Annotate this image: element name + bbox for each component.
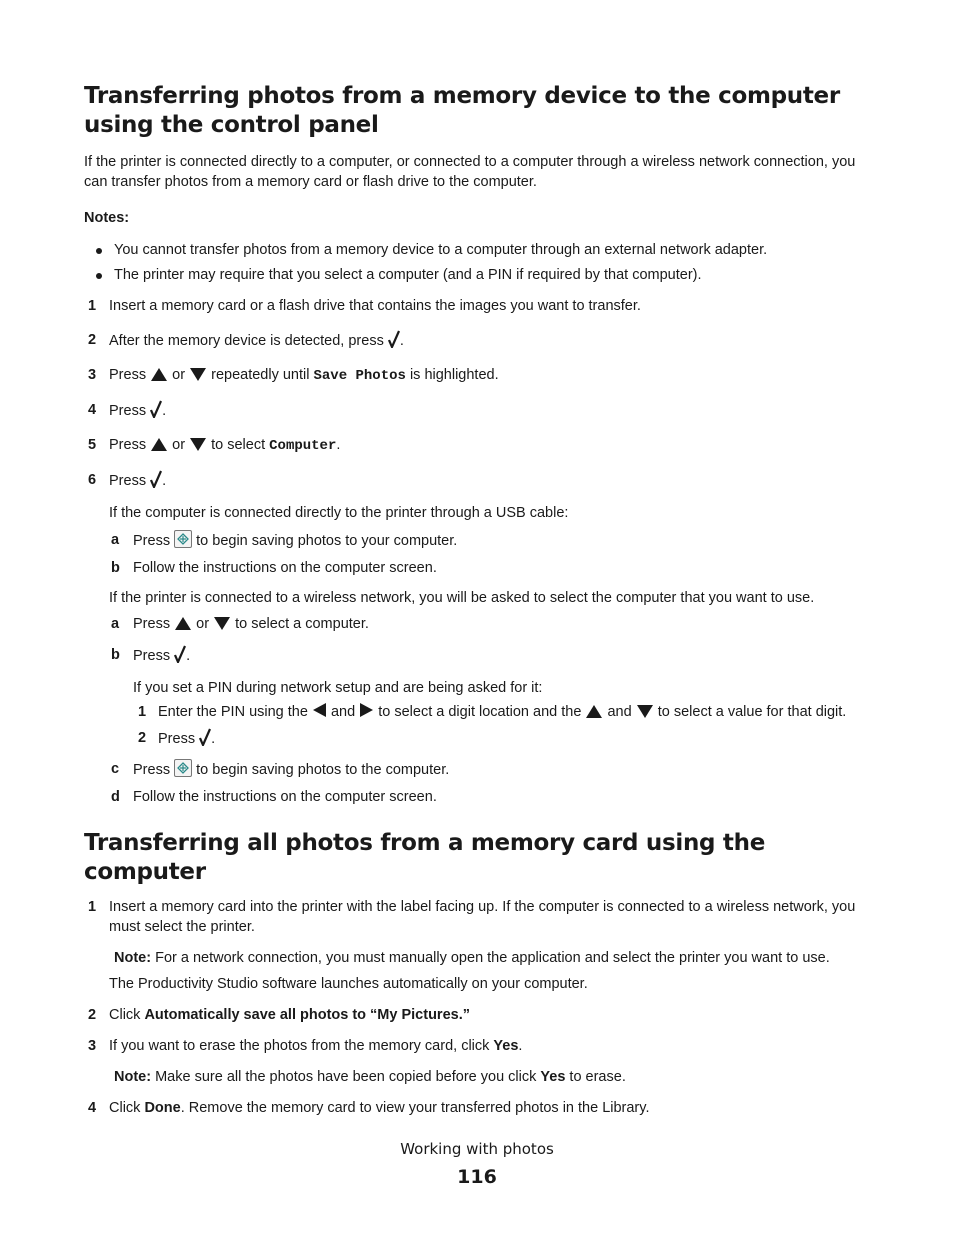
start-button-icon [174, 530, 192, 548]
step-4: 4 Press . [84, 400, 874, 424]
checkmark-icon [388, 330, 400, 354]
start-button-icon [174, 759, 192, 777]
checkmark-icon [150, 470, 162, 494]
section-1-title: Transferring photos from a memory device to the computer using the control panel [84, 83, 840, 138]
s2-note-2: Note: Make sure all the photos have been copied before you click Yes to erase. [114, 1069, 626, 1085]
page-content [84, 82, 874, 1118]
notes-label: Notes: [84, 210, 130, 226]
down-arrow-icon [214, 617, 230, 630]
up-arrow-icon [175, 617, 191, 630]
step-5: 5 Press or to select Computer. [88, 437, 341, 454]
step-2: 2 After the memory device is detected, press . [84, 330, 874, 354]
step-6: 6 Press . [84, 470, 874, 494]
menu-item-code: Save Photos [313, 368, 406, 384]
footer-title: Working with photos [400, 1140, 554, 1158]
down-arrow-icon [637, 705, 653, 718]
note-item: You cannot transfer photos from a memory device to a computer through an external network adapter. [84, 240, 874, 260]
down-arrow-icon [190, 438, 206, 451]
step-3: 3 Press or repeatedly until Save Photos is highlighted. [88, 367, 499, 384]
right-arrow-icon [360, 703, 373, 717]
s2-launch-text: The Productivity Studio software launches automatically on your computer. [109, 976, 588, 992]
usb-step-b: b Follow the instructions on the computer screen. [111, 560, 437, 576]
s2-step-3: 3 If you want to erase the photos from the memory card, click Yes. [88, 1038, 523, 1054]
section-2-title: Transferring all photos from a memory card using the computer [84, 830, 765, 885]
bullet-icon [96, 273, 102, 279]
up-arrow-icon [151, 438, 167, 451]
usb-step-a: a Press to begin saving photos to your computer. [111, 532, 458, 549]
wireless-step-d: d Follow the instructions on the computer screen. [111, 789, 437, 805]
section-1-intro: If the printer is connected directly to a computer, or connected to a computer through a wireless network connection, you can transfer photos from a memory card or flash drive to the computer. [84, 154, 856, 190]
s2-step-1: 1 Insert a memory card into the printer with the label facing up. If the computer is connected to a wireless network, you must select the printer. [88, 899, 856, 935]
pin-step-1: 1 Enter the PIN using the and to select a digit location and the and to select a value for that digit. [138, 704, 847, 720]
usb-intro: If the computer is connected directly to the printer through a USB cable: [109, 505, 569, 521]
wireless-step-a: a Press or to select a computer. [111, 616, 369, 632]
bullet-icon [96, 248, 102, 254]
up-arrow-icon [151, 368, 167, 381]
s2-note-1: Note: For a network connection, you must manually open the application and select the printer you want to use. [114, 950, 830, 966]
note-item: The printer may require that you select a computer (and a PIN if required by that computer). [84, 265, 874, 285]
checkmark-icon [174, 645, 186, 669]
step-1: 1 Insert a memory card or a flash drive that contains the images you want to transfer. [88, 298, 641, 314]
s2-step-2: 2 Click Automatically save all photos to “My Pictures.” [88, 1007, 470, 1023]
wireless-intro: If the printer is connected to a wireless network, you will be asked to select the computer that you want to use. [109, 590, 815, 606]
page-number: 116 [457, 1166, 497, 1188]
pin-intro: If you set a PIN during network setup and are being asked for it: [133, 680, 543, 696]
wireless-step-c: c Press to begin saving photos to the computer. [111, 761, 450, 778]
s2-step-4: 4 Click Done. Remove the memory card to view your transferred photos in the Library. [88, 1100, 650, 1116]
checkmark-icon [150, 400, 162, 424]
menu-item-code: Computer [269, 438, 337, 454]
checkmark-icon [199, 728, 211, 752]
pin-step-2: 2 Press . [84, 728, 874, 752]
wireless-step-b: b Press . [84, 645, 874, 669]
left-arrow-icon [313, 703, 326, 717]
up-arrow-icon [586, 705, 602, 718]
down-arrow-icon [190, 368, 206, 381]
